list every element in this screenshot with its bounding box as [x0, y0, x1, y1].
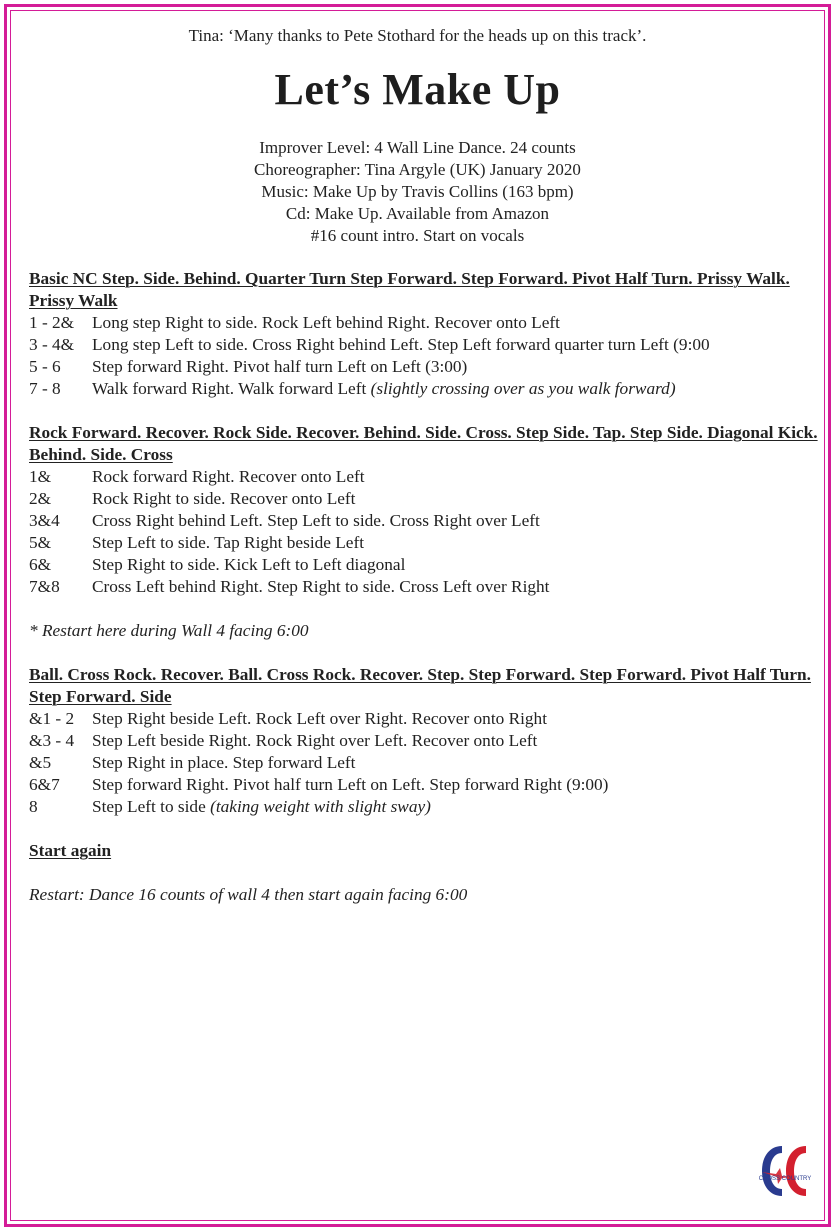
step-row [29, 334, 819, 356]
step-count: 1 - 2& [29, 313, 75, 332]
step-text: Rock forward Right. Recover onto Left [92, 467, 365, 486]
step-note: (taking weight with slight sway) [210, 797, 431, 816]
info-choreographer: Choreographer: Tina Argyle (UK) January 2020 [254, 160, 581, 179]
step-row [29, 774, 819, 796]
step-text: Step Right beside Left. Rock Left over Right. Recover onto Right [92, 709, 547, 728]
step-count: 7&8 [29, 577, 60, 596]
step-row [29, 796, 819, 818]
step-text: Step forward Right. Pivot half turn Left on Left (3:00) [92, 357, 468, 376]
dance-info [0, 137, 835, 247]
step-text: Step forward Right. Pivot half turn Left on Left. Step forward Right (9:00) [92, 775, 609, 794]
start-again-label: Start again [29, 841, 112, 860]
step-count: &3 - 4 [29, 731, 75, 750]
step-count: &5 [29, 753, 52, 772]
info-cd: Cd: Make Up. Available from Amazon [285, 204, 550, 223]
info-intro: #16 count intro. Start on vocals [310, 226, 525, 245]
step-sheet [29, 268, 819, 928]
step-count: 7 - 8 [29, 379, 61, 398]
step-count: 5 - 6 [29, 357, 61, 376]
step-row [29, 356, 819, 378]
step-row [29, 708, 819, 730]
step-text: Cross Right behind Left. Step Left to side. Cross Right over Left [92, 511, 540, 530]
step-row [29, 554, 819, 576]
step-text: Long step Left to side. Cross Right behind Left. Step Left forward quarter turn Left (9:00 [92, 335, 710, 354]
info-music: Music: Make Up by Travis Collins (163 bpm) [261, 182, 574, 201]
step-count: &1 - 2 [29, 709, 75, 728]
step-count: 5& [29, 533, 52, 552]
thanks-note: Tina: ‘Many thanks to Pete Stothard for the heads up on this track’. [188, 26, 647, 45]
section-title: Ball. Cross Rock. Recover. Ball. Cross Rock. Recover. Step. Step Forward. Step Forward. Pivot Half Turn. Step Forward. Side [29, 665, 811, 706]
section-title: Basic NC Step. Side. Behind. Quarter Turn Step Forward. Step Forward. Pivot Half Turn. Prissy Walk. Prissy Walk [29, 269, 790, 310]
step-count: 6& [29, 555, 52, 574]
step-count: 6&7 [29, 775, 60, 794]
step-text: Cross Left behind Right. Step Right to side. Cross Left over Right [92, 577, 550, 596]
step-text: Step Left to side [92, 797, 206, 816]
section-2 [29, 422, 819, 598]
step-text: Step Left beside Right. Rock Right over Left. Recover onto Left [92, 731, 538, 750]
step-count: 8 [29, 797, 38, 816]
section-1 [29, 268, 819, 400]
step-row [29, 466, 819, 488]
step-count: 2& [29, 489, 52, 508]
logo-red-c [786, 1146, 806, 1196]
step-note: (slightly crossing over as you walk forward) [370, 379, 676, 398]
step-count: 3 - 4& [29, 335, 75, 354]
step-text: Step Right in place. Step forward Left [92, 753, 356, 772]
step-text: Long step Right to side. Rock Left behind Right. Recover onto Left [92, 313, 560, 332]
step-row [29, 312, 819, 334]
step-text: Rock Right to side. Recover onto Left [92, 489, 356, 508]
step-row [29, 510, 819, 532]
section-3 [29, 664, 819, 818]
step-row [29, 730, 819, 752]
restart-footer: Restart: Dance 16 counts of wall 4 then start again facing 6:00 [29, 885, 468, 904]
info-level: Improver Level: 4 Wall Line Dance. 24 counts [259, 138, 576, 157]
step-count: 3&4 [29, 511, 60, 530]
cross-country-logo-icon [756, 1140, 814, 1202]
start-again-section [29, 840, 819, 862]
dance-title: Let’s Make Up [274, 65, 561, 114]
step-text: Step Right to side. Kick Left to Left diagonal [92, 555, 406, 574]
section-title: Rock Forward. Recover. Rock Side. Recover. Behind. Side. Cross. Step Side. Tap. Step Side. Diagonal Kick. Behind. Side. Cross [29, 423, 818, 464]
step-row [29, 752, 819, 774]
step-row [29, 488, 819, 510]
step-count: 1& [29, 467, 52, 486]
step-row [29, 378, 819, 400]
step-text: Walk forward Right. Walk forward Left [92, 379, 367, 398]
logo-text: CROSS COUNTRY [758, 1176, 812, 1182]
step-row [29, 532, 819, 554]
step-text-with-note [92, 796, 819, 818]
step-text: Step Left to side. Tap Right beside Left [92, 533, 365, 552]
step-text-with-note [92, 378, 819, 400]
step-row [29, 576, 819, 598]
restart-note: * Restart here during Wall 4 facing 6:00 [29, 621, 309, 640]
